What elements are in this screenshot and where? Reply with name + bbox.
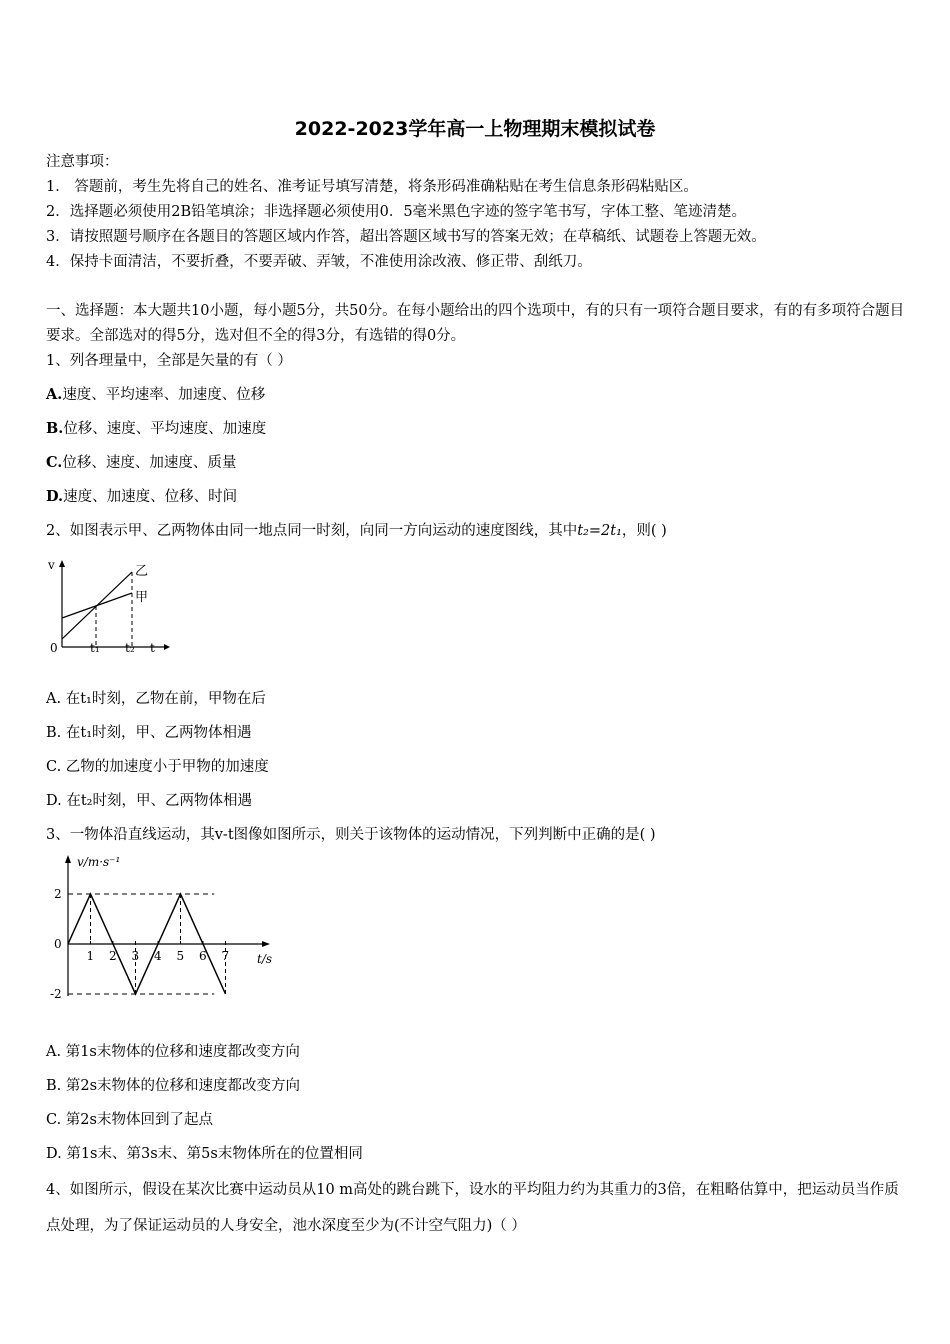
q2-t2-label: t₂ [125,641,135,655]
q2-option-b: B. 在t₁时刻，甲、乙两物体相遇 [46,725,252,741]
q3-x-tick-label: 7 [221,949,230,963]
q4-stem: 4、如图所示，假设在某次比赛中运动员从10 m高处的跳台跳下，设水的平均阻力约为其重力的3倍，在粗略估算中，把运动员当作质点处理，为了保证运动员的人身安全，池水深度至少为(不计空气阻力)（ ） [46,1182,899,1234]
q2-t1-label: t₁ [90,641,100,655]
q3-option-d: D. 第1s末、第3s末、第5s末物体所在的位置相同 [46,1146,363,1162]
q1-option-d: D.速度、加速度、位移、时间 [46,488,238,505]
q2-option-a: A. 在t₁时刻，乙物在前，甲物在后 [46,691,266,707]
notice-item-4: 4．保持卡面清洁，不要折叠，不要弄破、弄皱，不准使用涂改液、修正带、刮纸刀。 [46,254,592,270]
q3-x-label: t/s [257,952,273,966]
q3-y-label: v/m·s⁻¹ [77,855,121,869]
notice-heading: 注意事项： [46,154,119,170]
notice-item-2: 2．选择题必须使用2B铅笔填涂；非选择题必须使用0．5毫米黑色字迹的签字笔书写，字体工整、笔迹清楚。 [46,204,747,220]
q2-option-c: C. 乙物的加速度小于甲物的加速度 [46,759,269,775]
q3-option-b: B. 第2s末物体的位移和速度都改变方向 [46,1078,301,1094]
q2-y-label: v [48,558,55,572]
q3-y-tick-label: 0 [54,937,62,951]
q3-x-tick-label: 3 [131,949,140,963]
q2-x-arrow [164,644,170,650]
page-title: 2022-2023学年高一上物理期末模拟试卷 [294,118,656,140]
q1-option-b: B.位移、速度、平均速度、加速度 [46,420,267,437]
q2-x-label: t [150,641,155,655]
q3-x-tick-label: 4 [154,949,162,963]
q2-velocity-graph [44,555,174,660]
q3-y-tick-label: -2 [50,987,62,1001]
q3-y-tick-label: 2 [54,887,62,901]
q3-vt-chart [44,850,284,1010]
q2-line-yi [62,572,132,639]
q3-stem: 3、一物体沿直线运动，其v-t图像如图所示，则关于该物体的运动情况，下列判断中正确的是( ) [46,827,656,843]
q2-stem: 2、如图表示甲、乙两物体由同一地点同一时刻，向同一方向运动的速度图线，其中t₂=2t₁，则( ) [46,523,667,539]
section-intro: 一、选择题：本大题共10小题，每小题5分，共50分。在每小题给出的四个选项中，有的只有一项符合题目要求，有的有多项符合题目要求。全部选对的得5分，选对但不全的得3分，有选错的得0分。 [46,303,905,344]
q3-x-tick-label: 2 [109,949,117,963]
q1-option-c: C.位移、速度、加速度、质量 [46,454,237,471]
notice-item-1: 1． 答题前，考生先将自己的姓名、准考证号填写清楚，将条形码准确粘贴在考生信息条形码粘贴区。 [46,179,698,195]
q1-option-a: A.速度、平均速率、加速度、位移 [46,386,266,403]
q2-line-jia-label: 甲 [135,590,149,605]
q2-line-yi-label: 乙 [135,564,149,579]
q3-y-arrow [65,855,71,863]
q3-x-tick-label: 5 [176,949,185,963]
q3-x-tick-label: 6 [199,949,207,963]
q2-y-arrow [59,560,65,567]
q3-x-tick-label: 1 [86,949,95,963]
notice-item-3: 3．请按照题号顺序在各题目的答题区域内作答，超出答题区域书写的答案无效；在草稿纸、试题卷上答题无效。 [46,229,766,245]
q3-x-arrow [262,941,270,947]
q3-option-a: A. 第1s末物体的位移和速度都改变方向 [46,1044,300,1060]
q2-option-d: D. 在t₂时刻，甲、乙两物体相遇 [46,793,252,809]
q3-option-c: C. 第2s末物体回到了起点 [46,1112,213,1128]
q2-origin-label: 0 [50,641,58,655]
q1-stem: 1、列各理量中，全部是矢量的有（ ） [46,353,292,369]
